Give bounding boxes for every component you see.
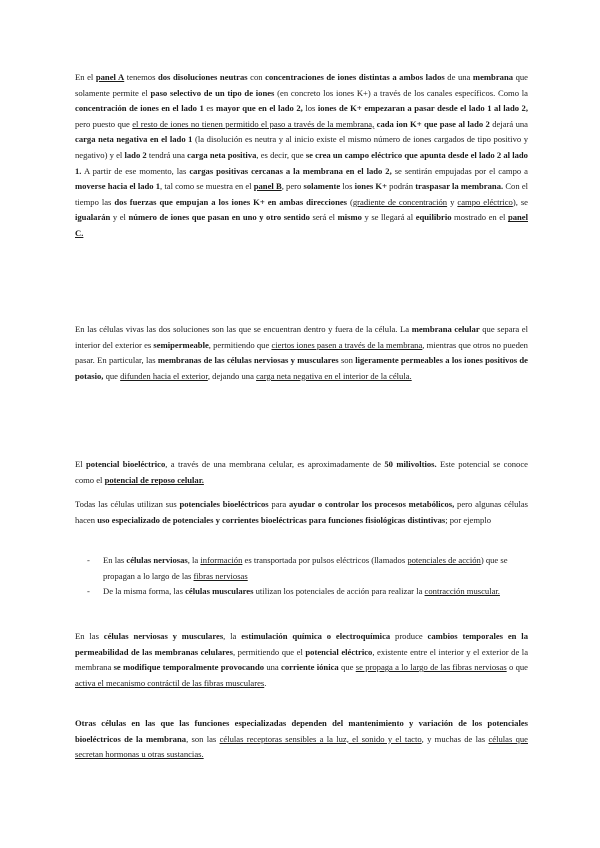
- paragraph-bioelectric-potential: [75, 457, 528, 488]
- text-run: podrán: [386, 181, 416, 192]
- bold-text: iones K+: [354, 181, 387, 192]
- bold-text: concentraciones de iones distintas a ambos lados: [265, 72, 445, 82]
- list-item: [75, 553, 528, 584]
- text-run: para: [268, 499, 289, 509]
- text-run: , dejando una: [207, 370, 257, 381]
- bold-text: carga neta negativa en el lado 1: [75, 134, 193, 145]
- text-run: tendrá una: [146, 149, 188, 160]
- text-run: será el: [309, 212, 338, 223]
- underlined-text: fibras nerviosas: [193, 570, 248, 581]
- underlined-text: activa el mecanismo contráctil de las fibras musculares: [75, 677, 265, 688]
- text-run: , la: [223, 631, 242, 641]
- text-run: una: [264, 662, 282, 673]
- text-run: de una: [444, 72, 473, 82]
- bold-text: dos disoluciones neutras: [157, 72, 248, 82]
- bold-text: células nerviosas: [126, 555, 188, 565]
- underlined-text: se propaga a lo largo de las fibras nerviosas: [355, 662, 507, 673]
- text-run: El: [75, 459, 87, 469]
- text-run: , son las: [186, 733, 220, 744]
- list-item: [75, 584, 528, 600]
- text-run: En las células vivas las dos soluciones son las que se encuentran dentro y fuera de la célula. La: [75, 324, 412, 334]
- text-run: Este potencial se conoce como el: [75, 459, 528, 485]
- text-run: (en concreto los iones K+) a través de los canales específicos. Como la: [274, 87, 528, 98]
- text-run: ) que se propagan a lo largo de las: [103, 555, 508, 581]
- text-run: En el: [75, 72, 96, 82]
- text-run: , y muchas de las: [421, 733, 489, 744]
- text-run: , es decir, que: [256, 149, 306, 160]
- text-run: con: [247, 72, 266, 82]
- text-run: , a través de una membrana celular, es aproximadamente de: [165, 459, 385, 469]
- bold-text: Otras células en las que las funciones especializadas dependen del mantenimiento y variación de los potenciales bioeléctricos de la membrana: [75, 718, 528, 744]
- bold-text: potencial eléctrico: [305, 646, 373, 657]
- bold-text: iones de K+ empezaran a pasar desde el lado 1 al lado 2,: [317, 103, 528, 114]
- text-run: son: [338, 355, 356, 366]
- underlined-text: carga neta negativa en el interior de la célula.: [256, 370, 412, 381]
- text-run: y se llegará al: [361, 212, 416, 223]
- bold-text: potenciales bioeléctricos: [179, 499, 269, 509]
- bold-text: cambios temporales en la permeabilidad de las membranas celulares: [75, 631, 528, 657]
- text-run: dejará una: [489, 118, 528, 129]
- paragraph-living-cells: [75, 322, 528, 384]
- text-run: , mientras que otros no pueden pasar. En particular, las: [75, 339, 528, 366]
- bold-text: mayor que en el lado 2,: [216, 103, 303, 114]
- bold-text: cada ion K+ que pase al lado 2: [376, 118, 490, 129]
- text-run: , tal como se muestra en el: [160, 181, 254, 192]
- text-run: pero puesto que: [75, 118, 133, 129]
- underlined-text: difunden hacia el exterior: [120, 370, 208, 381]
- bold-text: potencial bioeléctrico: [86, 459, 166, 469]
- text-run: y el: [110, 212, 129, 223]
- text-run: los: [340, 181, 355, 192]
- text-run: mostrado en el: [451, 212, 508, 223]
- text-run: , permitiendo que el: [232, 646, 306, 657]
- text-run: utilizan los potenciales de acción para realizar la: [253, 586, 425, 597]
- paragraph-membrane-panels: [75, 70, 528, 242]
- bold-text: membrana: [472, 72, 514, 82]
- bold-text: solamente: [303, 181, 341, 192]
- bold-text: estimulación química o electroquímica: [241, 631, 391, 641]
- bold-text: células musculares: [185, 586, 254, 597]
- underlined-text: potencial de reposo celular.: [104, 474, 204, 485]
- bold-text: células nerviosas y musculares: [103, 631, 224, 641]
- text-run: .: [264, 677, 267, 688]
- underlined-text: células receptoras sensibles a la luz, el sonido y el tacto: [219, 733, 422, 744]
- bold-text: dos fuerzas que empujan a los iones K+ en ambas direcciones: [114, 196, 348, 207]
- text-run: , permitiendo que: [208, 339, 272, 350]
- underlined-text: panel A: [95, 72, 125, 82]
- text-run: es transportada por pulsos eléctricos (llamados: [242, 555, 408, 565]
- bold-text: equilibrio: [415, 212, 452, 223]
- underlined-text: gradiente de concentración: [352, 196, 448, 207]
- bold-text: se crea un campo eléctrico que apunta desde el lado 2 al lado 1.: [75, 149, 528, 176]
- text-run: o que: [506, 662, 528, 673]
- underlined-text: células que secretan hormonas u otras sustancias.: [75, 733, 528, 760]
- bold-text: membrana celular: [411, 324, 480, 334]
- text-run: , pero: [281, 181, 304, 192]
- text-run: los: [302, 103, 318, 114]
- text-run: que: [338, 662, 356, 673]
- text-run: se sentirán empujadas por el campo a: [391, 165, 528, 176]
- paragraph-cell-uses: [75, 497, 528, 528]
- bold-text: mismo: [337, 212, 362, 223]
- bold-text: moverse hacia el lado 1: [75, 181, 161, 192]
- text-run: tenemos: [124, 72, 158, 82]
- text-run: Todas las células utilizan sus: [75, 499, 180, 509]
- text-run: es: [203, 103, 217, 114]
- text-run: produce: [390, 631, 428, 641]
- bold-text: corriente iónica: [281, 662, 339, 673]
- underlined-text: campo eléctrico: [457, 196, 513, 207]
- underlined-text: contracción muscular.: [424, 586, 500, 597]
- bold-text: traspasar la membrana.: [415, 181, 504, 192]
- bold-text: concentración de iones en el lado 1: [75, 103, 204, 114]
- text-run: y: [447, 196, 458, 207]
- bold-text: ayudar o controlar los procesos metabólicos,: [288, 499, 455, 509]
- paragraph-nerve-muscle: [75, 629, 528, 691]
- text-run: que separa el interior del exterior es: [75, 324, 528, 350]
- text-run: , existente entre el interior y el exterior de la membrana: [75, 646, 529, 673]
- bold-text: ligeramente permeables a los iones positivos de potasio,: [75, 355, 528, 381]
- bold-text: igualarán: [75, 212, 111, 223]
- text-run: Con el tiempo las: [75, 181, 529, 207]
- text-run: ; por ejemplo: [445, 514, 492, 525]
- underlined-text: información: [200, 555, 243, 565]
- underlined-text: panel B: [253, 181, 282, 192]
- bold-text: uso especializado de potenciales y corrientes bioeléctricas para funciones fisiológicas distintivas: [97, 514, 446, 525]
- bold-text: cargas positivas cercanas a la membrana en el lado 2,: [189, 165, 392, 176]
- text-run: que solamente permite el: [75, 72, 528, 98]
- bold-text: semipermeable: [153, 339, 209, 350]
- bold-text: número de iones que pasan en uno y otro sentido: [128, 212, 310, 223]
- text-run: En las: [75, 631, 104, 641]
- bold-text: lado 2: [124, 149, 147, 160]
- underlined-text: el resto de iones no tienen permitido el paso a través de la membrana,: [132, 118, 375, 129]
- text-run: pero algunas células hacen: [75, 499, 528, 525]
- bold-text: 50 milivoltios.: [384, 459, 437, 469]
- bold-text: carga neta positiva: [187, 149, 257, 160]
- text-run: A partir de ese momento, las: [81, 165, 190, 176]
- paragraph-other-cells: [75, 716, 528, 763]
- bold-text: paso selectivo de un tipo de iones: [150, 87, 275, 98]
- text-run: que: [103, 370, 121, 381]
- bold-text: se modifique temporalmente provocando: [113, 662, 265, 673]
- underlined-text: ciertos iones pasen a través de la membrana: [271, 339, 423, 350]
- text-run: En las: [103, 555, 127, 565]
- text-run: ), se: [512, 196, 528, 207]
- underlined-text: panel C.: [75, 212, 529, 238]
- text-run: De la misma forma, las: [103, 586, 186, 597]
- text-run: , la: [187, 555, 201, 565]
- text-run: (: [347, 196, 353, 207]
- text-run: (la disolución es neutra y al inicio existe el mismo número de iones cargados de tipo positivo y negativo) y el: [75, 134, 529, 160]
- bold-text: membranas de las células nerviosas y musculares: [157, 355, 339, 366]
- underlined-text: potenciales de acción: [407, 555, 481, 565]
- examples-list: [75, 553, 528, 600]
